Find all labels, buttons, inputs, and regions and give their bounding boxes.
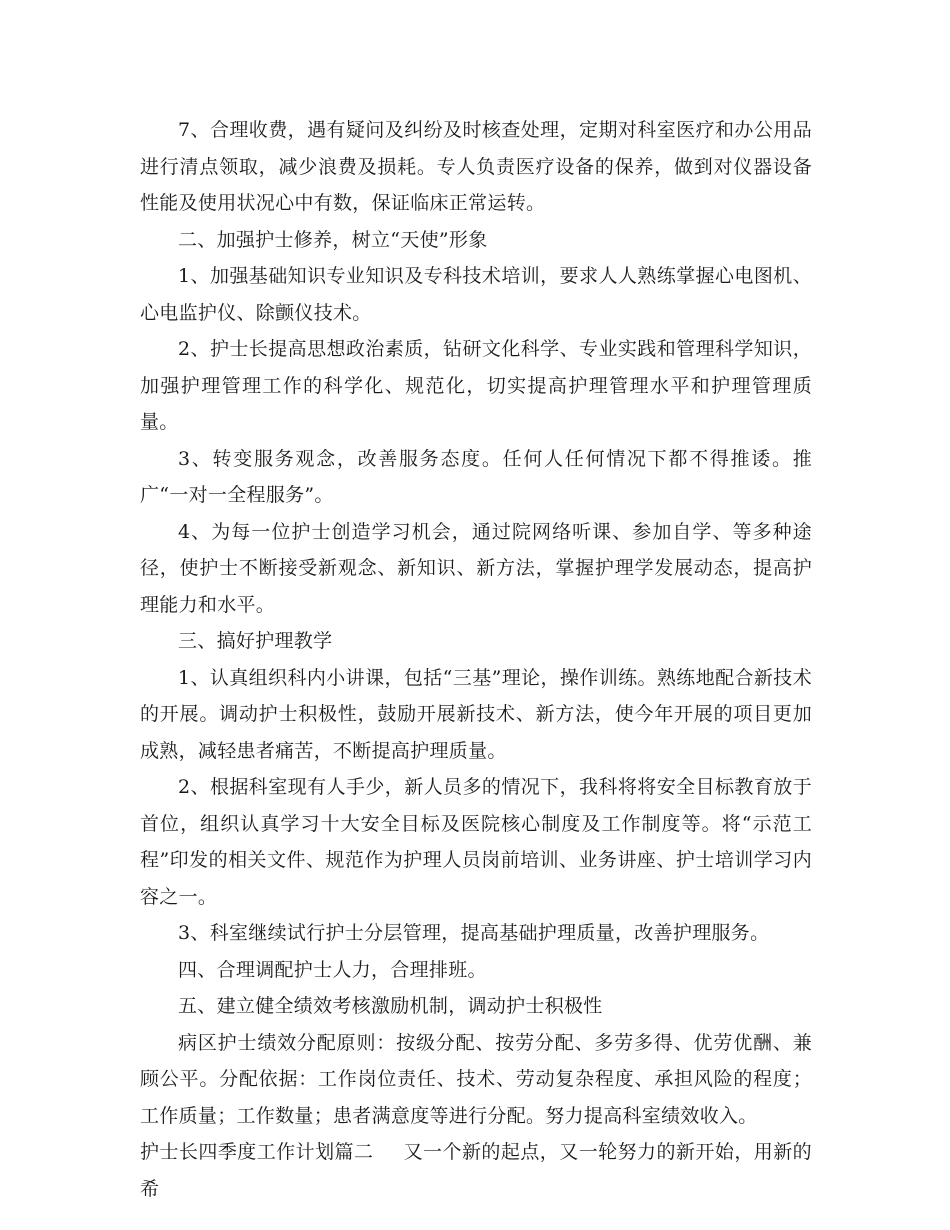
paragraph-tiered-management: 3、科室继续试行护士分层管理，提高基础护理质量，改善护理服务。 [178, 922, 770, 944]
next-section-title: 护士长四季度工作计划篇二 [140, 1141, 374, 1163]
section-heading-2: 二、加强护士修养，树立“天使”形象 [178, 228, 488, 251]
paragraph-training: 1、加强基础知识专业知识及专科技术培训，要求人人熟练掌握心电图机、心电监护仪、除颤仪技术。 [140, 265, 812, 324]
paragraph-learning-opportunity: 4、为每一位护士创造学习机会，通过院网络听课、参加自学、等多种途径，使护士不断接受新观念、新知识、新方法，掌握护理学发展动态，提高护理能力和水平。 [140, 520, 812, 616]
paragraph-safety-goals: 2、根据科室现有人手少，新人员多的情况下，我科将将安全目标教育放于首位，组织认真学习十大安全目标及医院核心制度及工作制度等。将“示范工程”印发的相关文件、规范作为护理人员岗前培训、业务讲座、护士培训学习内容之一。 [140, 776, 812, 908]
paragraph-performance-distribution: 病区护士绩效分配原则：按级分配、按劳分配、多劳多得、优劳优酬、兼顾公平。分配依据：工作岗位责任、技术、劳动复杂程度、承担风险的程度；工作质量；工作数量；患者满意度等进行分配。努力提高科室绩效收入。 [140, 1031, 812, 1127]
section-heading-5: 五、建立健全绩效考核激励机制，调动护士积极性 [178, 995, 603, 1017]
paragraph-service-attitude: 3、转变服务观念，改善服务态度。任何人任何情况下都不得推诿。推广“一对一全程服务”。 [140, 447, 812, 506]
paragraph-item-7-fees: 7、合理收费，遇有疑问及纠纷及时核查处理，定期对科室医疗和办公用品进行清点领取，减少浪费及损耗。专人负责医疗设备的保养，做到对仪器设备性能及使用状况心中有数，保证临床正常运转。 [140, 119, 812, 214]
next-section-opening: 又一个新的起点，又一轮努力的新开始，用新的希 [140, 1141, 812, 1200]
paragraph-head-nurse-quality: 2、护士长提高思想政治素质，钻研文化科学、专业实践和管理科学知识，加强护理管理工作的科学化、规范化，切实提高护理管理水平和护理管理质量。 [140, 338, 812, 433]
section-heading-3: 三、搞好护理教学 [178, 630, 333, 652]
document-body [140, 112, 812, 1207]
section-heading-4: 四、合理调配护士人力，合理排班。 [178, 958, 487, 981]
trailing-line [140, 1134, 812, 1207]
paragraph-lectures: 1、认真组织科内小讲课，包括“三基”理论，操作训练。熟练地配合新技术的开展。调动护士积极性，鼓励开展新技术、新方法，使今年开展的项目更加成熟，减轻患者痛苦，不断提高护理质量。 [140, 666, 812, 762]
